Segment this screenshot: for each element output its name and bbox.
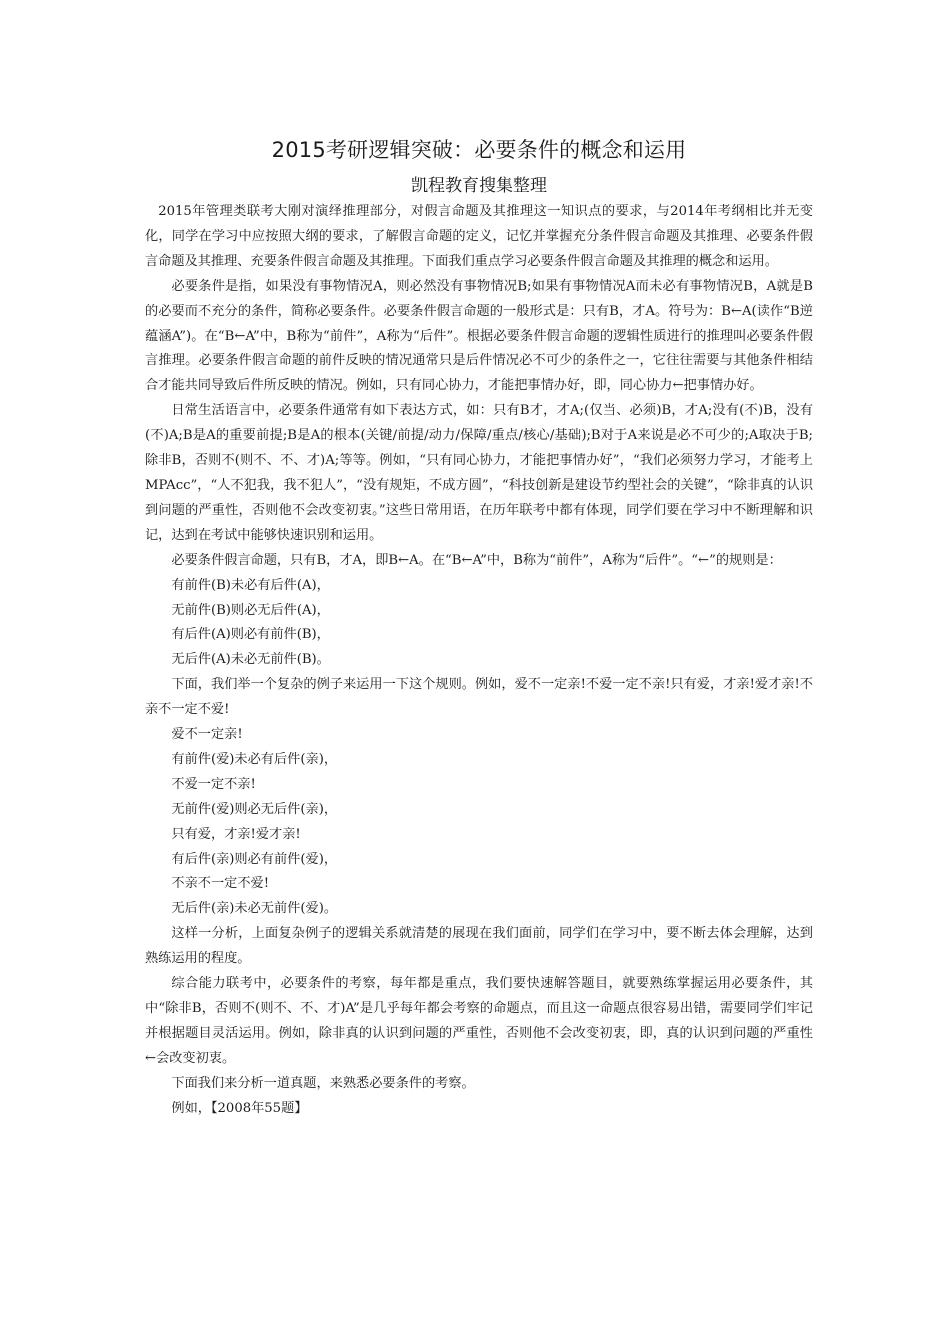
paragraph-rules-intro: 必要条件假言命题，只有B，才A，即B←A。在“B←A”中，B称为“前件”，A称为“后件”。“←”的规则是：	[171, 552, 782, 568]
document-subtitle: 凯程教育搜集整理	[411, 176, 547, 196]
paragraph-definition: 必要条件是指，如果没有事物情况A，则必然没有事物情况B;如果有事物情况A而未必有事物情况B，A就是B的必要而不充分的条件，简称必要条件。必要条件假言命题的一般形式是：只有B，才A。符号为：B←A(读作“B逆蕴涵A”)。在“B←A”中，B称为“前件”，A称为“后件”。根据必要条件假言命题的逻辑性质进行的推理叫必要条件假言推理。必要条件假言命题的前件反映的情况通常只是后件情况必不可少的条件之一，它往往需要与其他条件相结合才能共同导致后件所反映的情况。例如，只有同心协力，才能把事情办好，即，同心协力←把事情办好。	[145, 278, 813, 394]
example-line: 只有爱，才亲!爱才亲!	[171, 826, 301, 842]
paragraph-analysis: 这样一分析，上面复杂例子的逻辑关系就清楚的展现在我们面前，同学们在学习中，要不断去体会理解，达到熟练运用的程度。	[145, 926, 813, 967]
rule-line: 有前件(B)未必有后件(A)，	[171, 577, 330, 593]
rule-line: 无前件(B)则必无后件(A)，	[171, 602, 330, 618]
rule-line: 无后件(A)未必无前件(B)。	[171, 652, 330, 668]
example-line: 爱不一定亲!	[171, 727, 243, 743]
document-title: 2015考研逻辑突破：必要条件的概念和运用	[271, 138, 687, 162]
rule-line: 有后件(A)则必有前件(B)，	[171, 627, 330, 643]
document-page	[145, 132, 813, 1122]
paragraph-example-intro: 下面，我们举一个复杂的例子来运用一下这个规则。例如，爱不一定亲!不爱一定不亲!只有爱，才亲!爱才亲!不亲不一定不爱!	[145, 677, 813, 718]
example-line: 有后件(亲)则必有前件(爱)，	[171, 851, 338, 867]
document-body	[145, 200, 813, 1122]
paragraph-intro: 2015年管理类联考大刚对演绎推理部分，对假言命题及其推理这一知识点的要求，与2014年考纲相比并无变化，同学在学习中应按照大纲的要求，了解假言命题的定义，记忆并掌握充分条件假言命题及其推理、必要条件假言命题及其推理、充要条件假言命题及其推理。下面我们重点学习必要条件假言命题及其推理的概念和运用。	[145, 204, 813, 269]
example-line: 不爱一定不亲!	[171, 776, 256, 792]
paragraph-real-question-intro: 下面我们来分析一道真题，来熟悉必要条件的考察。	[171, 1075, 475, 1091]
paragraph-expressions: 日常生活语言中，必要条件通常有如下表达方式，如：只有B才，才A;(仅当、必须)B，才A;没有(不)B，没有(不)A;B是A的重要前提;B是A的根本(关键/前提/动力/保障/重点/核心/基础);B对于A来说是必不可少的;A取决于B;除非B，否则不(则不、不、才)A;等等。例如，“只有同心协力，才能把事情办好”，“我们必须努力学习，才能考上MPAcc”，“人不犯我，我不犯人”，“没有规矩，不成方圆”，“科技创新是建设节约型社会的关键”，“除非真的认识到问题的严重性，否则他不会改变初衷。”这些日常用语，在历年联考中都有体现，同学们要在学习中不断理解和识记，达到在考试中能够快速识别和运用。	[145, 403, 813, 543]
example-line: 有前件(爱)未必有后件(亲)，	[171, 751, 338, 767]
example-line: 无后件(亲)未必无前件(爱)。	[171, 901, 338, 917]
example-line: 不亲不一定不爱!	[171, 876, 270, 892]
paragraph-example-label: 例如，【2008年55题】	[171, 1100, 308, 1116]
example-line: 无前件(爱)则必无后件(亲)，	[171, 801, 338, 817]
paragraph-exam-focus: 综合能力联考中，必要条件的考察，每年都是重点，我们要快速解答题目，就要熟练掌握运用必要条件，其中“除非B，否则不(则不、不、才)A”是几乎每年都会考察的命题点，而且这一命题点很容易出错，需要同学们牢记并根据题目灵活运用。例如，除非真的认识到问题的严重性，否则他不会改变初衷，即，真的认识到问题的严重性←会改变初衷。	[145, 976, 813, 1066]
